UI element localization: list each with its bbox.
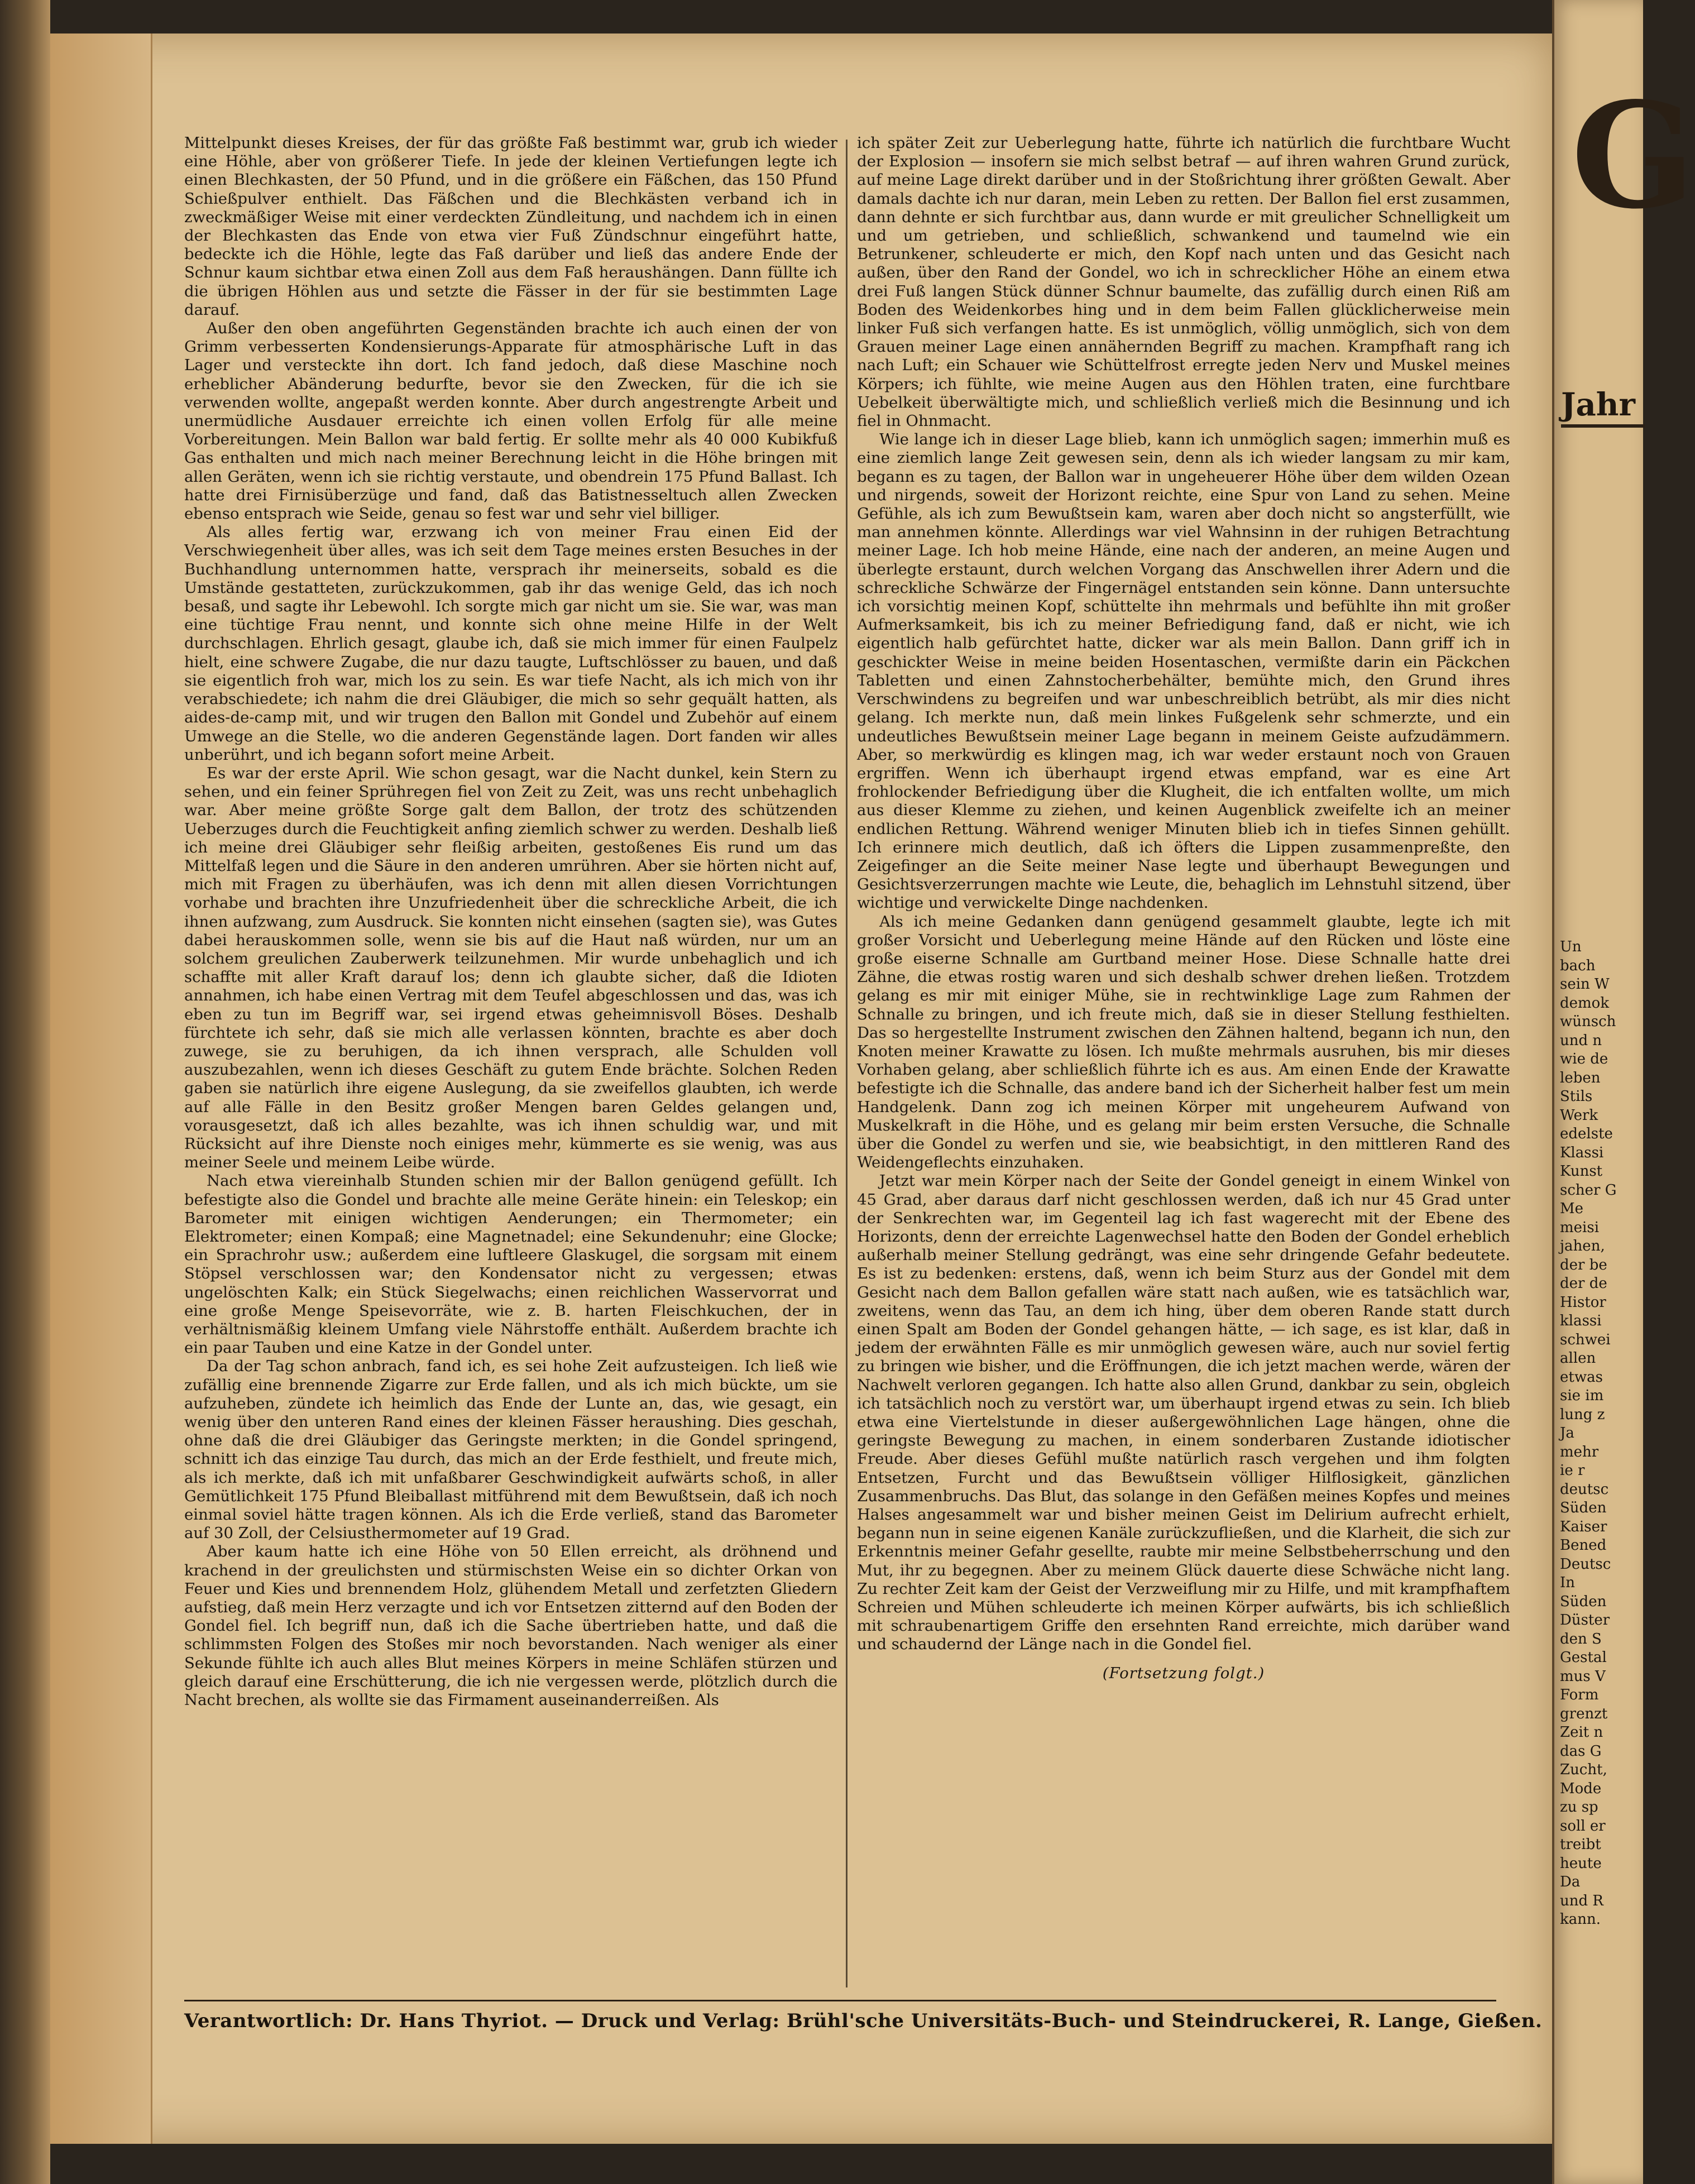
adjacent-text-line: Form <box>1560 1687 1599 1703</box>
paragraph: Nach etwa viereinhalb Stunden schien mir der Ballon genügend gefüllt. Ich befestigte also die Gondel und brachte alle meine Geräte hinein: ein Teleskop; ein Barometer mit einigen wichtigen Aenderungen; ein Thermometer; ein Elektrometer; einen Kompaß; eine Magnetnadel; eine Sekundenuhr; eine Glocke; ein Sprachrohr usw.; außerdem eine luftleere Glaskugel, die sorgsam mit einem Stöpsel verschlossen war; den Kondensator nicht zu vergessen; etwas ungelöschten Kalk; ein Stück Siegelwachs; einen reichlichen Wasservorrat und eine große Menge Speisevorräte, wie z. B. harten Fleischkuchen, der in verhältnismäßig kleinem Umfang viele Nährstoffe enthält. Außerdem brachte ich ein paar Tauben und eine Katze in der Gondel unter. <box>184 1172 837 1357</box>
adjacent-text-line: treibt <box>1560 1836 1601 1853</box>
adjacent-text-line: Klassi <box>1560 1144 1604 1161</box>
paragraph: Als ich meine Gedanken dann genügend gesammelt glaubte, legte ich mit großer Vorsicht und Ueberlegung meine Hände auf den Rücken und löste eine große eiserne Schnalle am Gurtband meiner Hose. Diese Schnalle hatte drei Zähne, die etwas rostig waren und sich deshalb schwer drehen ließen. Trotzdem gelang es mir mit einiger Mühe, sie in rechtwinklige Lage zum Rahmen der Schnalle zu bringen, und ich freute mich, daß sie in dieser Stellung festhielten. Das so hergestellte Instrument zwischen den Zähnen haltend, begann ich nun, den Knoten meiner Krawatte zu lösen. Ich mußte mehrmals ausruhen, bis mir dieses Vorhaben gelang, aber schließlich führte ich es aus. Am einen Ende der Krawatte befestigte ich die Schnalle, das andere band ich der Sicherheit halber fest um mein Handgelenk. Dann zog ich meinen Körper mit ungeheurem Aufwand von Muskelkraft in die Höhe, und es gelang mir beim ersten Versuche, die Schnalle über die Gondel zu werfen und sie, wie beabsichtigt, in den mittleren Rand des Weidengeflechts einzuhaken. <box>857 912 1510 1172</box>
adjacent-text-line: und R <box>1560 1892 1603 1909</box>
footer-rule <box>184 2000 1496 2001</box>
paragraph: Da der Tag schon anbrach, fand ich, es sei hohe Zeit aufzusteigen. Ich ließ wie zufällig eine brennende Zigarre zur Erde fallen, und als ich mich bückte, um sie aufzuheben, zündete ich heimlich das Ende der Lunte an, das, wie gesagt, ein wenig über den unteren Rand eines der kleinen Fässer heraushing. Dies geschah, ohne daß die drei Gläubiger das Geringste merkten; in die Gondel springend, schnitt ich das einzige Tau durch, das mich an der Erde festhielt, und freute mich, als ich merkte, daß ich mit unfaßbarer Geschwindigkeit aufwärts schoß, in aller Gemütlichkeit 175 Pfund Bleiballast mitführend mit dem Bewußtsein, daß ich noch einmal soviel hätte tragen können. Als ich die Erde verließ, stand das Barometer auf 30 Zoll, der Celsiusthermometer auf 19 Grad. <box>184 1357 837 1543</box>
adjacent-text-line: ie r <box>1560 1462 1585 1479</box>
adjacent-text-line: Kunst <box>1560 1163 1603 1180</box>
paragraph: Jetzt war mein Körper nach der Seite der Gondel geneigt in einem Winkel von 45 Grad, aber daraus darf nicht geschlossen werden, daß ich nur 45 Grad unter der Senkrechten war, im Gegenteil lag ich fast wagerecht mit der Ebene des Horizonts, denn der erreichte Lagenwechsel hatte den Boden der Gondel erheblich außerhalb meiner Stellung gedrängt, was eine sehr dringende Gefahr bedeutete. Es ist zu bedenken: erstens, daß, wenn ich beim Sturz aus der Gondel mit dem Gesicht nach dem Ballon gefallen wäre statt nach außen, wie es tatsächlich war, zweitens, wenn das Tau, an dem ich hing, über dem oberen Rande statt durch einen Spalt am Boden der Gondel gehangen hätte, — ich sage, es ist klar, daß in jedem der erwähnten Fälle es mir unmöglich gewesen wäre, auch nur soviel fertig zu bringen wie bisher, und die Eröffnungen, die ich jetzt machen werde, wären der Nachwelt verloren gegangen. Ich hatte also allen Grund, dankbar zu sein, obgleich ich tatsächlich noch zu verstört war, um überhaupt irgend etwas zu sein. Ich blieb etwa eine Viertelstunde in dieser außergewöhnlichen Lage hängen, ohne die geringste Bewegung zu machen, in einem sonderbaren Zustande idiotischer Freude. Aber dieses Gefühl mußte natürlich rasch vergehen und ihm folgten Entsetzen, Furcht und das Bewußtsein völliger Hilflosigkeit, gänzlichen Zusammenbruchs. Das Blut, das solange in den Gefäßen meines Kopfes und meines Halses angesammelt war und bisher meinen Geist im Delirium aufrecht erhielt, begann nun in seine eigenen Kanäle zurückzufließen, und die Klarheit, die sich zur Erkenntnis meiner Gefahr gesellte, raubte mir meine Selbstbeherrschung und den Mut, ihr zu begegnen. Aber zu meinem Glück dauerte diese Schwäche nicht lang. Zu rechter Zeit kam der Geist der Verzweiflung mir zu Hilfe, und mit krampfhaftem Schreien und Mühen schleuderte ich meinen Körper aufwärts, bis ich schließlich mit schraubenartigem Griffe den ersehnten Rand erreichte, mich darüber wand und schaudernd der Länge nach in die Gondel fiel. <box>857 1172 1510 1654</box>
adjacent-text-line: wie de <box>1560 1051 1608 1067</box>
article-column-left <box>184 134 837 1987</box>
adjacent-text-line: allen <box>1560 1350 1596 1367</box>
adjacent-text-line: Zeit n <box>1560 1724 1603 1741</box>
adjacent-text-lines <box>1560 938 1644 1999</box>
adjacent-text-line: den S <box>1560 1630 1602 1647</box>
adjacent-text-line: das G <box>1560 1742 1602 1760</box>
adjacent-text-line: der be <box>1560 1256 1607 1273</box>
adjacent-text-line: lung z <box>1560 1406 1605 1423</box>
adjacent-text-line: leben <box>1560 1069 1601 1086</box>
newspaper-page <box>50 33 1552 2144</box>
paragraph: Mittelpunkt dieses Kreises, der für das größte Faß bestimmt war, grub ich wieder eine Höhle, aber von größerer Tiefe. In jede der kleinen Vertiefungen legte ich einen Blechkasten, der 50 Pfund, und in die größere ein Fäßchen, das 150 Pfund Schießpulver enthielt. Das Fäßchen und die Blechkästen verband ich in zweckmäßiger Weise mit einer verdeckten Zündleitung, und nachdem ich in einen der Blechkasten das Ende von etwa vier Fuß Zündschnur eingeführt hatte, bedeckte ich die Höhle, legte das Faß darüber und ließ das andere Ende der Schnur kaum sichtbar etwa einen Zoll aus dem Faß heraushängen. Dann füllte ich die übrigen Höhlen aus und setzte die Fässer in der für sie bestimmten Lage darauf. <box>184 134 837 319</box>
adjacent-text-line: kann. <box>1560 1911 1601 1928</box>
adjacent-text-line: soll er <box>1560 1817 1606 1835</box>
adjacent-text-line: klassi <box>1560 1313 1602 1329</box>
adjacent-text-line: wünsch <box>1560 1013 1616 1030</box>
adjacent-text-line: Me <box>1560 1200 1584 1217</box>
adjacent-text-line: zu sp <box>1560 1799 1598 1816</box>
adjacent-text-line: mus V <box>1560 1668 1606 1685</box>
binding-gutter <box>0 0 50 2184</box>
adjacent-text-line: edelste <box>1560 1125 1613 1142</box>
adjacent-text-line: Werk <box>1560 1107 1598 1124</box>
adjacent-text-line: mehr <box>1560 1443 1599 1460</box>
adjacent-text-line: grenzt <box>1560 1705 1608 1722</box>
continuation-note: (Fortsetzung folgt.) <box>1102 1664 1265 1682</box>
adjacent-text-line: Kaiser <box>1560 1518 1607 1535</box>
adjacent-text-line: und n <box>1560 1032 1602 1049</box>
article-column-right <box>857 134 1510 1987</box>
adjacent-text-line: Deutsc <box>1560 1555 1611 1573</box>
adjacent-text-line: jahen, <box>1560 1238 1605 1254</box>
adjacent-heading: Jahr <box>1561 385 1645 428</box>
adjacent-text-line: Zucht, <box>1560 1761 1607 1778</box>
adjacent-text-line: Süden <box>1560 1593 1607 1610</box>
adjacent-text-line: Ja <box>1560 1425 1574 1441</box>
paragraph: ich später Zeit zur Ueberlegung hatte, führte ich natürlich die furchtbare Wucht der Explosion — insofern sie mich selbst betraf — auf ihren wahren Grund zurück, auf meine Lage direkt darüber und in der Stoßrichtung ihrer größten Gewalt. Aber damals dachte ich nur daran, mein Leben zu retten. Der Ballon fiel erst zusammen, dann dehnte er sich furchtbar aus, dann wurde er mit greulicher Schnelligkeit um und um getrieben, und schließlich, schwankend und taumelnd wie ein Betrunkener, schleuderte er mich, den Kopf nach unten und das Gesicht nach außen, über den Rand der Gondel, wo ich in schrecklicher Höhe an einem etwa drei Fuß langen Stück dünner Schnur baumelte, das zufällig durch einen Riß am Boden des Weidenkorbes hing und in dem beim Fallen glücklicherweise mein linker Fuß sich verfangen hatte. Es ist unmöglich, völlig unmöglich, sich von dem Grauen meiner Lage einen annähernden Begriff zu machen. Krampfhaft rang ich nach Luft; ein Schauer wie Schüttelfrost erregte jeden Nerv und Muskel meines Körpers; ich fühlte, wie meine Augen aus den Höhlen traten, eine furchtbare Uebelkeit überwältigte mich, und schließlich verließ mich die Besinnung und ich fiel in Ohnmacht. <box>857 134 1510 430</box>
adjacent-text-line: Süden <box>1560 1500 1607 1516</box>
adjacent-text-line: Da <box>1560 1874 1581 1890</box>
paragraph: Wie lange ich in dieser Lage blieb, kann ich unmöglich sagen; immerhin muß es eine ziemlich lange Zeit gewesen sein, denn als ich wieder langsam zu mir kam, begann es zu tagen, der Ballon war in ungeheuerer Höhe über dem wilden Ozean und nirgends, soweit der Horizont reichte, eine Spur von Land zu sehen. Meine Gefühle, als ich zum Bewußtsein kam, waren aber doch nicht so angsterfüllt, wie man annehmen könnte. Allerdings war viel Wahnsinn in der ruhigen Betrachtung meiner Lage. Ich hob meine Hände, eine nach der anderen, an meine Augen und überlegte erstaunt, durch welchen Vorgang das Anschwellen ihrer Adern und die schreckliche Schwärze der Fingernägel entstanden sein könne. Dann untersuchte ich vorsichtig meinen Kopf, schüttelte ihn mehrmals und befühlte ihn mit großer Aufmerksamkeit, bis ich zu meiner Befriedigung fand, daß er nicht, wie ich eigentlich halb gefürchtet hatte, dicker war als mein Ballon. Dann griff ich in geschickter Weise in meine beiden Hosentaschen, vermißte darin ein Päckchen Tabletten und einen Zahnstocherbehälter, bemühte mich, den Grund ihres Verschwindens zu begreifen und war unbeschreiblich betrübt, als mir dies nicht gelang. Ich merkte nun, daß mein linkes Fußgelenk sehr schmerzte, und ein undeutliches Bewußtsein meiner Lage begann in meinem Geiste aufzudämmern. Aber, so merkwürdig es klingen mag, ich war weder erstaunt noch von Grauen ergriffen. Wenn ich überhaupt irgend etwas empfand, war es eine Art frohlockender Befriedigung über die Klugheit, die ich entfalten wollte, um mich aus dieser Klemme zu ziehen, und keinen Augenblick zweifelte ich an meiner endlichen Rettung. Während weniger Minuten blieb ich in tiefes Sinnen gehüllt. Ich erinnere mich deutlich, daß ich öfters die Lippen zusammenpreßte, den Zeigefinger an die Seite meiner Nase legte und überhaupt Bewegungen und Gesichtsverzerrungen machte wie Leute, die, behaglich im Lehnstuhl sitzend, über wichtige und verwickelte Dinge nachdenken. <box>857 430 1510 912</box>
column-divider <box>846 140 848 1987</box>
adjacent-text-line: Mode <box>1560 1780 1602 1797</box>
paragraph: Als alles fertig war, erzwang ich von meiner Frau einen Eid der Verschwiegenheit über alles, was ich seit dem Tage meines ersten Besuches in der Buchhandlung unternommen hatte, versprach ihr meinerseits, sobald es die Umstände gestatteten, zurückzukommen, gab ihr das wenige Geld, das ich noch besaß, und sagte ihr Lebewohl. Ich sorgte mich gar nicht um sie. Sie war, was man eine tüchtige Frau nennt, und konnte sich ohne meine Hilfe in der Welt durchschlagen. Ehrlich gesagt, glaube ich, daß sie mich immer für einen Faulpelz hielt, eine schwere Zugabe, die nur dazu taugte, Luftschlösser zu bauen, und daß sie eigentlich froh war, mich los zu sein. Es war tiefe Nacht, als ich mich von ihr verabschiedete; ich nahm die drei Gläubiger, die mich so sehr gequält hatten, als aides-de-camp mit, und wir trugen den Ballon mit Gondel und Zubehör auf einem Umwege an die Stelle, wo die anderen Gegenstände lagen. Dort fanden wir alles unberührt, und ich begann sofort meine Arbeit. <box>184 523 837 764</box>
adjacent-text-line: deutsc <box>1560 1481 1609 1498</box>
paragraph: Außer den oben angeführten Gegenständen brachte ich auch einen der von Grimm verbesserten Kondensierungs-Apparate für atmosphärische Luft in das Lager und versteckte ihn dort. Ich fand jedoch, daß diese Maschine noch erheblicher Abänderung bedurfte, bevor sie den Zwecken, für die ich sie verwenden wollte, angepaßt werden konnte. Aber durch angestrengte Arbeit und unermüdliche Ausdauer erreichte ich einen vollen Erfolg für alle meine Vorbereitungen. Mein Ballon war bald fertig. Er sollte mehr als 40 000 Kubikfuß Gas enthalten und mich nach meiner Berechnung leicht in die Höhe bringen mit allen Geräten, wenn ich sie richtig verstaute, und obendrein 175 Pfund Ballast. Ich hatte drei Firnisüberzüge und fand, daß das Batistnesseltuch allen Zwecken ebenso entsprach wie Seide, genau so fest war und sehr viel billiger. <box>184 319 837 523</box>
adjacent-text-line: heute <box>1560 1855 1602 1872</box>
adjacent-text-line: Gestal <box>1560 1649 1607 1666</box>
adjacent-text-line: Stils <box>1560 1088 1593 1105</box>
paragraph: Aber kaum hatte ich eine Höhe von 50 Ellen erreicht, als dröhnend und krachend in der greulichsten und stürmischsten Weise ein so dichter Orkan von Feuer und Kies und brennendem Holz, glühendem Metall und zerfetzten Gliedern aufstieg, daß mein Herz verzagte und ich vor Entsetzen zitternd auf den Boden der Gondel fiel. Ich begriff nun, daß ich die Sache übertrieben hatte, und daß die schlimmsten Folgen des Stoßes mir noch bevorstanden. Nach weniger als einer Sekunde fühlte ich auch alles Blut meines Körpers in meine Schläfen stürzen und gleich darauf eine Erschütterung, die ich nie vergessen werde, plötzlich durch die Nacht brechen, als wollte sie das Firmament auseinanderreißen. Als <box>184 1543 837 1709</box>
adjacent-text-line: Histor <box>1560 1294 1606 1311</box>
paragraph: Es war der erste April. Wie schon gesagt, war die Nacht dunkel, kein Stern zu sehen, und ein feiner Sprühregen fiel von Zeit zu Zeit, was uns recht unbehaglich war. Aber meine größte Sorge galt dem Ballon, der trotz des schützenden Ueberzuges durch die Feuchtigkeit anfing ziemlich schwer zu werden. Deshalb ließ ich meine drei Gläubiger sehr fleißig arbeiten, gestoßenes Eis rund um das Mittelfaß legen und die Säure in den anderen umrühren. Aber sie hörten nicht auf, mich mit Fragen zu überhäufen, was ich denn mit allen diesen Vorrichtungen vorhabe und brachten ihre Unzufriedenheit über die schreckliche Arbeit, die ich ihnen aufzwang, zum Ausdruck. Sie konnten nicht einsehen (sagten sie), was Gutes dabei herauskommen solle, wenn sie bis auf die Haut naß würden, nur um an solchem greulichen Zauberwerk teilzunehmen. Mir wurde unbehaglich und ich schaffte mit aller Kraft darauf los; denn ich glaubte sicher, daß die Idioten annahmen, ich habe einen Vertrag mit dem Teufel abgeschlossen und das, was ich eben zu tun im Begriff war, sei irgend etwas geheimnisvoll Böses. Deshalb fürchtete ich sehr, daß sie mich alle verlassen könnten, brachte es aber doch zuwege, sie zu beruhigen, da ich ihnen versprach, alle Schulden voll auszubezahlen, wenn ich dieses Geschäft zu gutem Ende brächte. Solchen Reden gaben sie natürlich ihre eigene Auslegung, da sie zweifellos glaubten, ich werde auf alle Fälle in den Besitz großer Mengen baren Geldes gelangen und, vorausgesetzt, daß ich alles bezahlte, was ich ihnen schuldig war, und mit Rücksicht auf ihre Dienste noch einiges mehr, kümmerte es sie wenig, was aus meiner Seele und meinem Leibe würde. <box>184 764 837 1172</box>
adjacent-text-line: bach <box>1560 957 1596 974</box>
adjacent-text-line: In <box>1560 1574 1576 1591</box>
adjacent-text-line: sie im <box>1560 1387 1604 1404</box>
adjacent-text-line: Bened <box>1560 1537 1607 1554</box>
adjacent-text-line: etwas <box>1560 1368 1603 1386</box>
adjacent-text-line: sein W <box>1560 976 1610 993</box>
adjacent-text-line: scher G <box>1560 1181 1617 1199</box>
page-edge-margin <box>50 33 152 2144</box>
imprint-footer: Verantwortlich: Dr. Hans Thyriot. — Druck und Verlag: Brühl'sche Universitäts-Buch- und Steindruckerei, R. Lange, Gießen. <box>184 2010 1543 2032</box>
adjacent-text-line: Düster <box>1560 1612 1610 1629</box>
adjacent-text-line: schwei <box>1560 1331 1611 1348</box>
adjacent-page-fragment <box>1552 0 1695 2184</box>
adjacent-text-line: Un <box>1560 938 1582 955</box>
adjacent-text-line: der de <box>1560 1275 1607 1292</box>
adjacent-masthead: G <box>1571 71 1695 241</box>
adjacent-text-line: demok <box>1560 994 1610 1012</box>
adjacent-text-line: meisi <box>1560 1219 1600 1236</box>
